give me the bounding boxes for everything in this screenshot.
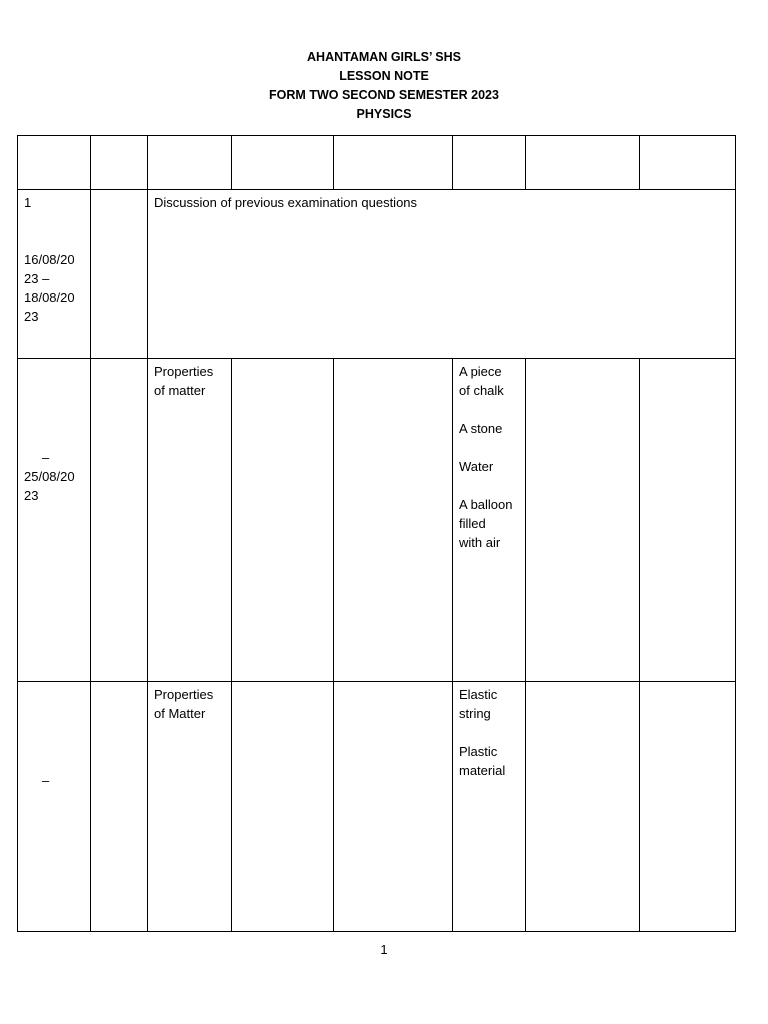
material-item: A piece [459,364,502,379]
term-title: FORM TWO SECOND SEMESTER 2023 [269,88,499,102]
header-cell [526,136,640,190]
header-cell [453,136,526,190]
topic-cell: Properties of Matter [148,682,232,932]
table-cell [232,682,334,932]
table-row [18,190,736,359]
school-name: AHANTAMAN GIRLS’ SHS [307,50,461,64]
week-date-cell [18,359,91,682]
header-cell [91,136,148,190]
topic-cell: Properties of matter [148,359,232,682]
document-type: LESSON NOTE [339,69,429,83]
week-number: 1 [24,195,32,210]
table-cell [91,682,148,932]
discussion-text: Discussion of previous examination questions [154,195,418,210]
table-cell [91,190,148,359]
week-date-cell [18,190,91,359]
date-range: 16/08/20 23 – 18/08/20 23 [24,252,75,324]
material-item: Water [459,459,494,474]
table-cell [526,682,640,932]
week-date-cell [18,682,91,932]
merged-discussion-cell [148,190,736,359]
document-header [0,48,768,124]
material-item: Plastic [459,744,498,759]
date-range: – [42,773,50,788]
table-cell [334,682,453,932]
page-number: 1 [380,942,388,957]
table-cell [640,682,736,932]
table-row [18,682,736,932]
material-item: A stone [459,421,503,436]
table-cell [640,359,736,682]
header-cell [232,136,334,190]
table-row [18,359,736,682]
materials-cell: Elastic string Plastic material [453,682,526,932]
header-cell [640,136,736,190]
table-cell [232,359,334,682]
table-cell [334,359,453,682]
table-header-row [18,136,736,190]
subject-title: PHYSICS [356,107,412,121]
date-range: – 25/08/20 23 [24,450,75,503]
header-cell [334,136,453,190]
header-cell [148,136,232,190]
header-cell [18,136,91,190]
lesson-note-table [17,135,736,932]
material-item: A balloon [459,497,513,512]
material-item: Elastic [459,687,498,702]
table-cell [91,359,148,682]
table-cell [526,359,640,682]
materials-cell: A piece of chalk A stone Water A balloon filled with air [453,359,526,682]
